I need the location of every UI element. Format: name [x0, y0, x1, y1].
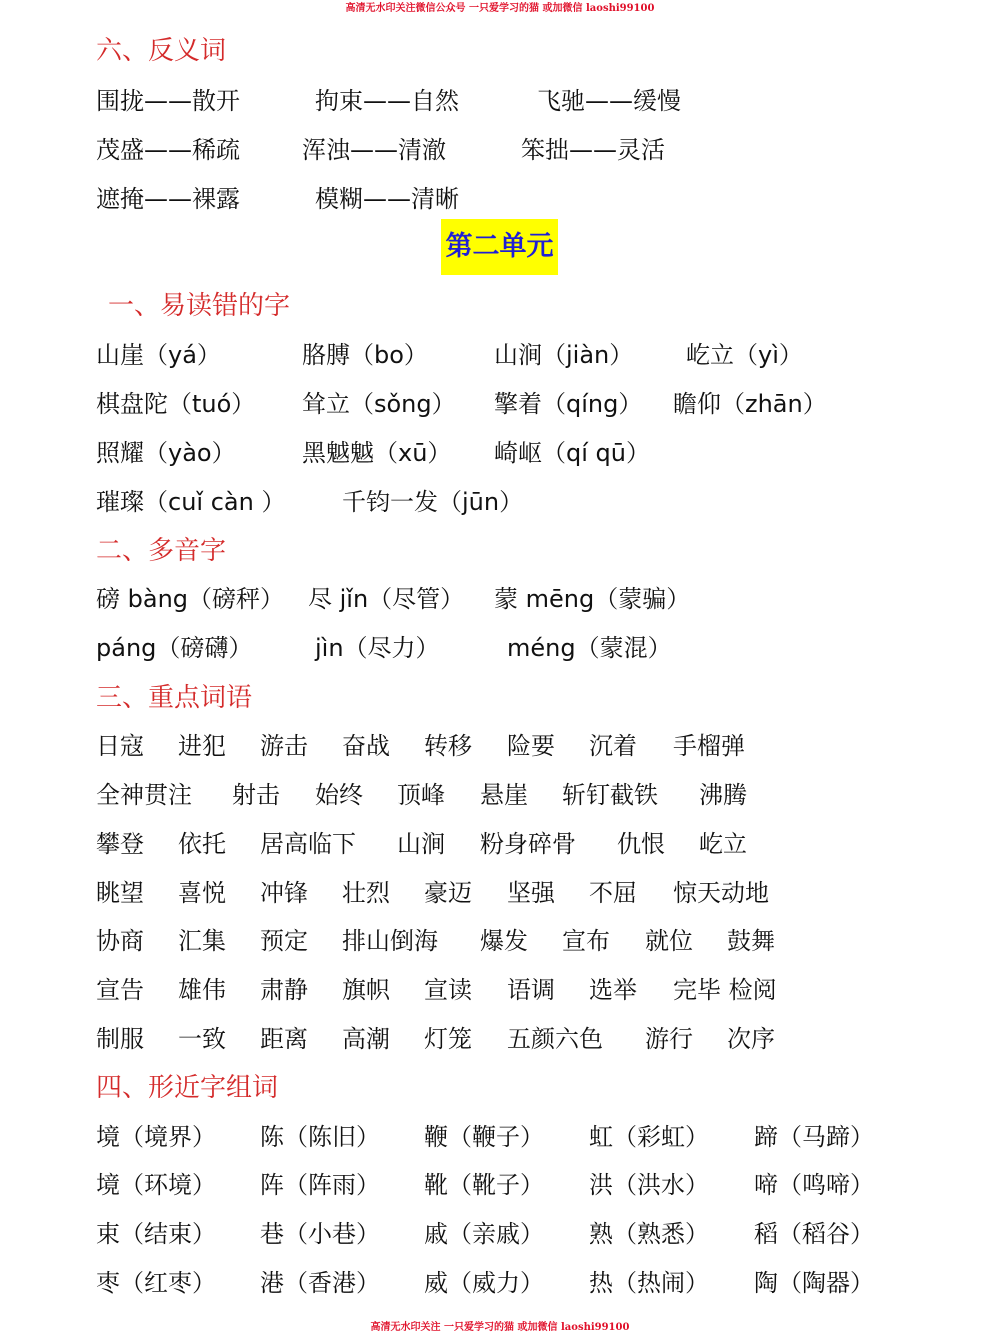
watermark-top: 高清无水印关注微信公众号 一只爱学习的猫 或加微信 laoshi99100 [345, 3, 655, 14]
similar-char-item: 巷（小巷） [260, 1220, 380, 1248]
key-word: 全神贯注 [96, 781, 192, 809]
key-word: 协商 [96, 927, 144, 955]
misread-item: 璀璨（cuǐ càn ） [96, 488, 286, 516]
misread-item: 耸立（sǒng） [302, 390, 456, 418]
key-word: 攀登 [96, 830, 144, 858]
similar-char-item: 蹄（马蹄） [754, 1123, 874, 1151]
key-word: 肃静 [260, 976, 308, 1004]
antonym-pair: 围拢——散开 [96, 87, 240, 115]
key-word: 依托 [178, 830, 226, 858]
key-words-heading: 三、重点词语 [96, 683, 253, 713]
unit-title: 第二单元 [441, 219, 558, 275]
antonyms-heading: 六、反义词 [96, 36, 227, 66]
key-word: 五颜六色 [507, 1025, 603, 1053]
key-word: 汇集 [178, 927, 226, 955]
misread-item: 擎着（qíng） [494, 390, 643, 418]
key-word: 进犯 [178, 732, 226, 760]
similar-char-item: 陶（陶器） [754, 1269, 874, 1297]
key-word: 旗帜 [342, 976, 390, 1004]
similar-chars-heading: 四、形近字组词 [96, 1073, 279, 1103]
misread-item: 棋盘陀（tuó） [96, 390, 256, 418]
misread-item: 千钧一发（jūn） [342, 488, 524, 516]
similar-char-item: 威（威力） [424, 1269, 544, 1297]
key-word: 次序 [727, 1025, 775, 1053]
similar-char-item: 鞭（鞭子） [424, 1123, 544, 1151]
polyphone-item: 尽 jǐn（尽管） [308, 585, 465, 613]
key-word: 险要 [507, 732, 555, 760]
key-word: 奋战 [342, 732, 390, 760]
polyphone-item: 磅 bàng（磅秤） [96, 585, 285, 613]
misread-item: 山崖（yá） [96, 341, 221, 369]
similar-char-item: 啼（鸣啼） [754, 1171, 874, 1199]
key-word: 灯笼 [424, 1025, 472, 1053]
polyphones-heading: 二、多音字 [96, 536, 227, 566]
key-word: 顶峰 [397, 781, 445, 809]
key-word: 射击 [232, 781, 280, 809]
key-word: 不屈 [589, 879, 637, 907]
key-word: 壮烈 [342, 879, 390, 907]
polyphone-item: 蒙 mēng（蒙骗） [494, 585, 691, 613]
key-word: 排山倒海 [342, 927, 438, 955]
misread-item: 崎岖（qí qū） [494, 439, 650, 467]
key-word: 斩钉截铁 [562, 781, 658, 809]
similar-char-item: 热（热闹） [589, 1269, 709, 1297]
similar-char-item: 稻（稻谷） [754, 1220, 874, 1248]
key-word: 居高临下 [260, 830, 356, 858]
key-word: 沉着 [589, 732, 637, 760]
key-word: 粉身碎骨 [480, 830, 576, 858]
similar-char-item: 陈（陈旧） [260, 1123, 380, 1151]
key-word: 一致 [178, 1025, 226, 1053]
key-word: 游击 [260, 732, 308, 760]
antonym-pair: 茂盛——稀疏 [96, 136, 240, 164]
similar-char-item: 境（环境） [96, 1171, 216, 1199]
misread-item: 瞻仰（zhān） [673, 390, 827, 418]
key-word: 选举 [589, 976, 637, 1004]
similar-char-item: 戚（亲戚） [424, 1220, 544, 1248]
key-word: 冲锋 [260, 879, 308, 907]
key-word: 沸腾 [699, 781, 747, 809]
key-word: 就位 [645, 927, 693, 955]
similar-char-item: 虹（彩虹） [589, 1123, 709, 1151]
antonym-pair: 模糊——清晰 [315, 185, 459, 213]
key-word: 坚强 [507, 879, 555, 907]
key-word: 仇恨 [617, 830, 665, 858]
key-word: 爆发 [480, 927, 528, 955]
key-word: 宣告 [96, 976, 144, 1004]
similar-char-item: 洪（洪水） [589, 1171, 709, 1199]
key-word: 惊天动地 [673, 879, 769, 907]
watermark-bottom: 高清无水印关注 一只爱学习的猫 或加微信 laoshi99100 [370, 1322, 630, 1333]
antonym-pair: 浑浊——清澈 [302, 136, 446, 164]
key-word: 悬崖 [480, 781, 528, 809]
similar-char-item: 靴（靴子） [424, 1171, 544, 1199]
misread-item: 胳膊（bo） [302, 341, 428, 369]
key-word: 预定 [260, 927, 308, 955]
key-word: 豪迈 [424, 879, 472, 907]
antonym-pair: 拘束——自然 [315, 87, 459, 115]
polyphone-item: jìn（尽力） [315, 634, 440, 662]
key-word: 距离 [260, 1025, 308, 1053]
misread-item: 照耀（yào） [96, 439, 236, 467]
key-word: 制服 [96, 1025, 144, 1053]
similar-char-item: 束（结束） [96, 1220, 216, 1248]
key-word: 游行 [645, 1025, 693, 1053]
key-word: 完毕 检阅 [673, 976, 777, 1004]
key-word: 喜悦 [178, 879, 226, 907]
key-word: 屹立 [699, 830, 747, 858]
similar-char-item: 阵（阵雨） [260, 1171, 380, 1199]
key-word: 转移 [424, 732, 472, 760]
key-word: 眺望 [96, 879, 144, 907]
misread-item: 黑魆魆（xū） [302, 439, 452, 467]
similar-char-item: 枣（红枣） [96, 1269, 216, 1297]
key-word: 高潮 [342, 1025, 390, 1053]
key-word: 始终 [315, 781, 363, 809]
antonym-pair: 遮掩——裸露 [96, 185, 240, 213]
misread-item: 屹立（yì） [686, 341, 803, 369]
similar-char-item: 境（境界） [96, 1123, 216, 1151]
key-word: 雄伟 [178, 976, 226, 1004]
polyphone-item: páng（磅礴） [96, 634, 253, 662]
key-word: 宣读 [424, 976, 472, 1004]
key-word: 手榴弹 [673, 732, 745, 760]
misread-item: 山涧（jiàn） [494, 341, 634, 369]
key-word: 语调 [507, 976, 555, 1004]
key-word: 鼓舞 [727, 927, 775, 955]
similar-char-item: 熟（熟悉） [589, 1220, 709, 1248]
key-word: 山涧 [397, 830, 445, 858]
polyphone-item: méng（蒙混） [507, 634, 672, 662]
key-word: 宣布 [562, 927, 610, 955]
antonym-pair: 笨拙——灵活 [521, 136, 665, 164]
antonym-pair: 飞驰——缓慢 [537, 87, 681, 115]
misread-heading: 一、易读错的字 [108, 291, 291, 321]
key-word: 日寇 [96, 732, 144, 760]
similar-char-item: 港（香港） [260, 1269, 380, 1297]
